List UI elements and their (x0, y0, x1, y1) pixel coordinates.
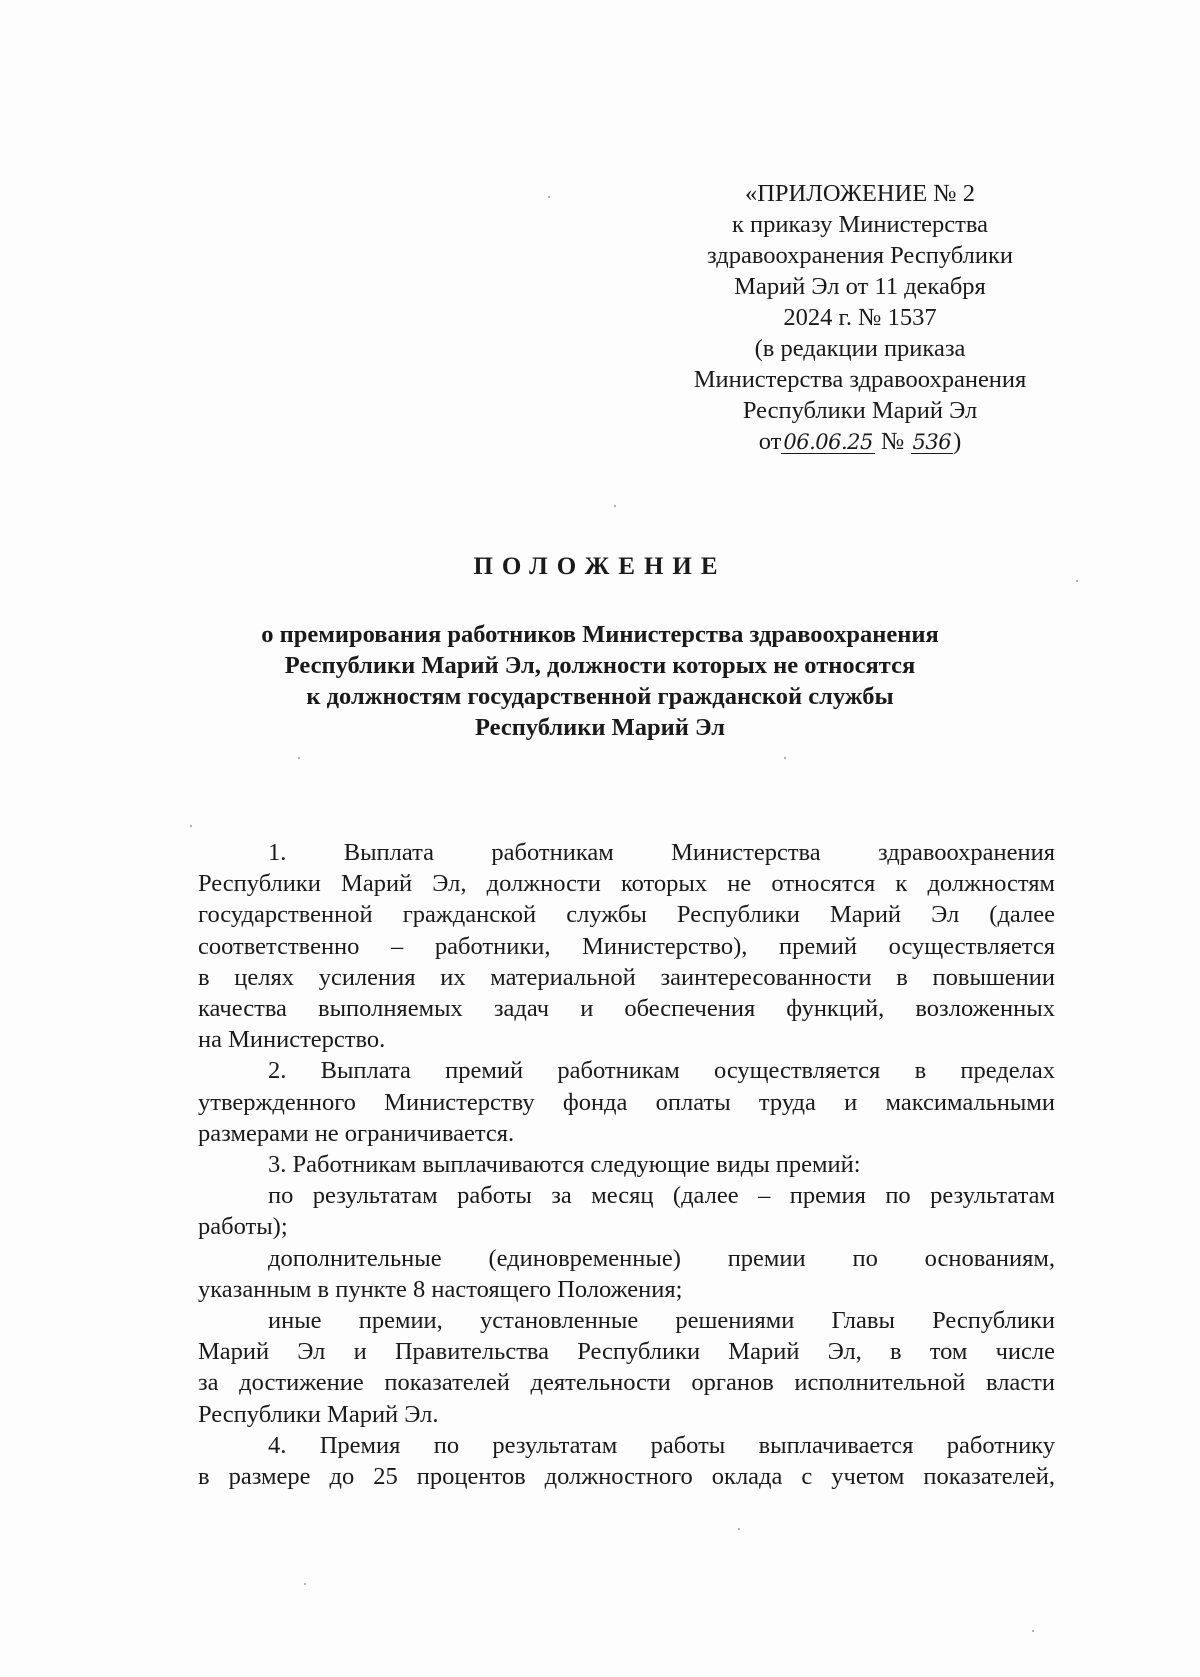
paragraph-line: дополнительные (единовременные) премии по основаниям, (268, 1244, 1055, 1272)
paragraph-line: Республики Марий Эл. (198, 1400, 439, 1428)
scan-speck (298, 757, 300, 759)
paragraph-line: государственной гражданской службы Республики Марий Эл (далее (198, 901, 1055, 929)
number-prefix: № (881, 428, 905, 455)
scan-speck (1076, 580, 1078, 582)
appendix-line: (в редакции приказа (754, 335, 966, 362)
paragraph-3a (198, 1180, 1055, 1242)
document-title: ПОЛОЖЕНИЕ (473, 553, 727, 580)
document-subtitle (200, 619, 1000, 743)
scan-speck (738, 1528, 740, 1530)
appendix-line: «ПРИЛОЖЕНИЕ № 2 (744, 180, 976, 207)
appendix-line: Марий Эл от 11 декабря (734, 273, 986, 300)
paragraph-line: 4. Премия по результатам работы выплачивается работнику (268, 1431, 1055, 1459)
paragraph-line: 3. Работникам выплачиваются следующие виды премий: (268, 1151, 861, 1179)
scan-speck (548, 196, 550, 198)
paragraph-line: Марий Эл и Правительства Республики Марий Эл, в том числе (198, 1338, 1055, 1366)
paragraph-line: работы); (198, 1213, 288, 1241)
appendix-header (660, 178, 1060, 457)
appendix-line: здравоохранения Республики (707, 242, 1013, 269)
paragraph-line: в размере до 25 процентов должностного оклада с учетом показателей, (198, 1463, 1055, 1491)
paragraph-line: соответственно – работники, Министерство), премий осуществляется (198, 932, 1055, 960)
date-prefix: от (758, 428, 782, 455)
paragraph-line: 1. Выплата работникам Министерства здравоохранения (268, 839, 1055, 866)
handwritten-number: 536 (912, 430, 952, 454)
paragraph-line: иные премии, установленные решениями Главы Республики (268, 1307, 1055, 1335)
handwritten-date: 06.06.25 (783, 430, 873, 454)
scan-speck (304, 1583, 306, 1585)
paragraph-line: Республики Марий Эл, должности которых не относятся к должностям (198, 870, 1055, 898)
paragraph-2 (198, 1055, 1055, 1149)
scan-speck (784, 757, 786, 759)
scan-speck (614, 505, 616, 507)
subtitle-line: о премирования работников Министерства здравоохранения (261, 621, 939, 648)
document-body (198, 837, 1055, 1492)
paragraph-line: на Министерство. (198, 1026, 386, 1054)
subtitle-line: Республики Марий Эл, должности которых не относятся (284, 652, 916, 679)
appendix-date-line (660, 426, 1060, 457)
subtitle-line: к должностям государственной гражданской службы (306, 683, 894, 710)
paragraph-3c (198, 1305, 1055, 1430)
paragraph-line: 2. Выплата премий работникам осуществляется в пределах (268, 1057, 1055, 1085)
paragraph-3 (198, 1149, 1055, 1180)
paragraph-line: за достижение показателей деятельности органов исполнительной власти (198, 1369, 1055, 1397)
appendix-line: Республики Марий Эл (742, 397, 978, 424)
paragraph-line: качества выполняемых задач и обеспечения функций, возложенных (198, 995, 1055, 1023)
paragraph-line: по результатам работы за месяц (далее – премия по результатам (268, 1182, 1055, 1210)
paragraph-line: в целях усиления их материальной заинтересованности в повышении (198, 963, 1055, 991)
scan-speck (190, 825, 192, 827)
subtitle-line: Республики Марий Эл (475, 714, 725, 741)
scan-speck (1032, 1630, 1034, 1632)
appendix-line: Министерства здравоохранения (693, 366, 1027, 393)
paragraph-line: указанным в пункте 8 настоящего Положения; (198, 1275, 683, 1303)
paragraph-line: размерами не ограничивается. (198, 1119, 515, 1147)
paragraph-1 (198, 837, 1055, 1055)
paragraph-4 (198, 1430, 1055, 1492)
appendix-line: к приказу Министерства (732, 211, 988, 238)
paragraph-line: утвержденного Министерству фонда оплаты труда и максимальными (198, 1088, 1055, 1116)
paragraph-3b (198, 1243, 1055, 1305)
appendix-line: 2024 г. № 1537 (783, 304, 937, 331)
closing-paren: ) (953, 428, 962, 455)
